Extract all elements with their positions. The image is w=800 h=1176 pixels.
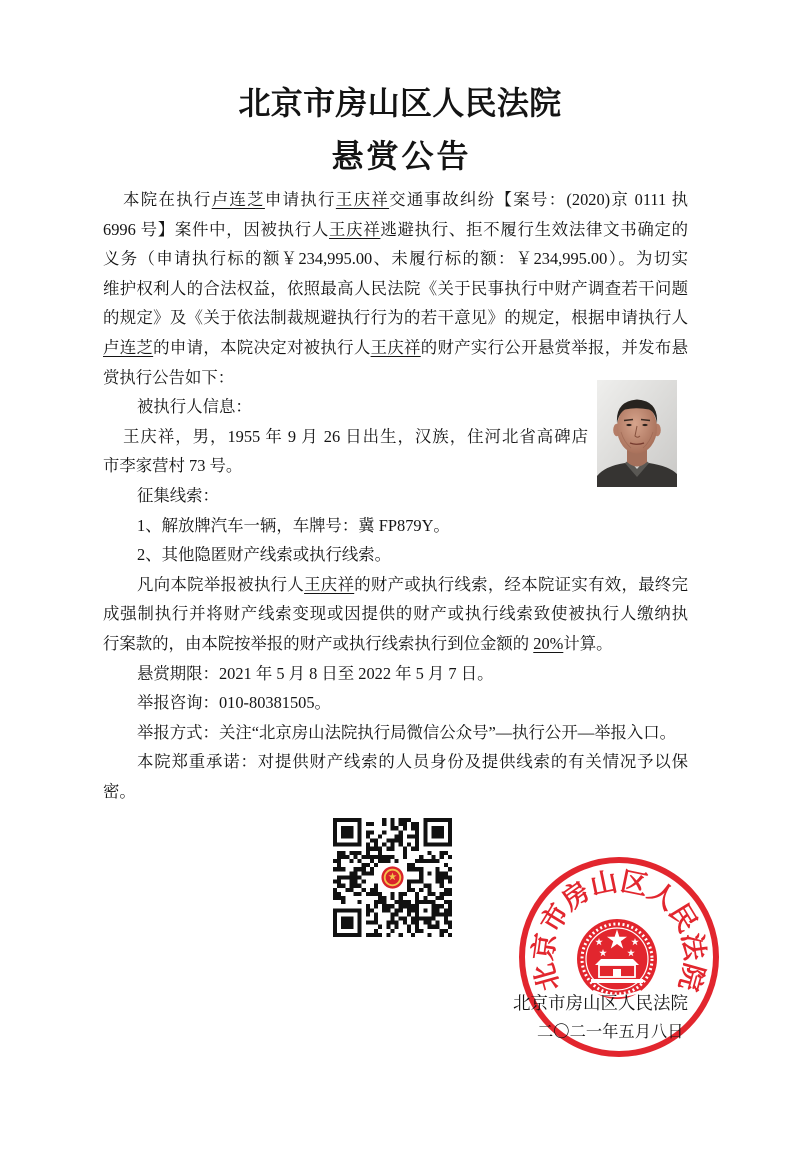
person-eyebrow — [624, 420, 633, 421]
text-segment: 2、其他隐匿财产线索或执行线索。 — [137, 545, 392, 565]
text-line — [103, 215, 688, 245]
text-line — [103, 333, 688, 363]
qr-center-emblem — [381, 866, 403, 888]
text-line — [103, 718, 688, 748]
text-segment: 申请执行 — [264, 190, 336, 209]
national-emblem-icon — [577, 919, 657, 999]
text-segment: 交通事故纠纷【案号：(2020)京 0111 执 — [389, 190, 689, 209]
underlined-text: 王庆祥 — [304, 574, 355, 594]
underlined-text: 王庆祥 — [329, 219, 381, 239]
text-segment: 1、解放牌汽车一辆，车牌号：冀 FP879Y。 — [137, 515, 450, 535]
emblem-gate-base — [591, 979, 643, 983]
text-segment: 维护权利人的合法权益，依照最高人民法院《关于民事执行中财产调查若干问题 — [103, 278, 688, 298]
text-line — [103, 303, 688, 333]
text-segment: 行案款的，由本院按举报的财产或执行线索执行到位金额的 — [103, 633, 534, 653]
qr-code-image — [333, 818, 452, 937]
text-line — [103, 777, 688, 807]
text-segment: 王庆祥，男，1955 年 9 月 26 日出生，汉族，住河北省高碑店 — [123, 426, 588, 446]
text-segment: 悬赏期限：2021 年 5 月 8 日至 2022 年 5 月 7 日。 — [137, 663, 494, 683]
text-segment: 赏执行公告如下： — [103, 367, 235, 387]
intro-paragraph — [103, 185, 688, 392]
text-line — [103, 540, 688, 570]
text-segment: 义务（申请执行标的额￥234,995.00、未履行标的额：￥234,995.00）。为切实 — [103, 249, 688, 269]
underlined-text: 卢连芝 — [211, 190, 265, 209]
text-line — [103, 274, 688, 304]
underlined-text: 20% — [533, 633, 564, 653]
text-line — [103, 244, 688, 274]
text-segment: 的规定》及《关于依法制裁规避执行行为的若干意见》的规定，根据申请执行人 — [103, 308, 688, 328]
signature-court-name: 北京市房山区人民法院 — [513, 993, 688, 1013]
underlined-text: 王庆祥 — [370, 337, 421, 357]
reward-rule-paragraph — [103, 570, 688, 659]
report-hotline — [103, 688, 688, 718]
text-line — [103, 659, 688, 689]
clue-item-1 — [103, 511, 688, 541]
notice-title: 悬赏公告 — [331, 138, 472, 174]
person-eye — [626, 424, 631, 426]
reward-period — [103, 659, 688, 689]
text-segment: 密。 — [103, 781, 136, 801]
text-line — [103, 747, 688, 777]
text-segment: 举报咨询：010-80381505。 — [137, 693, 331, 713]
text-segment: 的财产实行公开悬赏举报，并发布悬 — [420, 337, 689, 357]
emblem-gate-roof — [595, 959, 639, 965]
seal-lettering-path: 北京市房山区人民法院 — [527, 866, 711, 995]
text-segment: 的财产或执行线索，经本院证实有效，最终完 — [354, 574, 689, 594]
text-segment: 市李家营村 73 号。 — [103, 456, 243, 476]
text-segment: 的申请，本院决定对被执行人 — [153, 337, 371, 357]
text-segment: 6996 号】案件中，因被执行人 — [103, 219, 330, 239]
underlined-text: 王庆祥 — [335, 190, 390, 209]
text-segment: 举报方式：关注“北京房山法院执行局微信公众号”—执行公开—举报入口。 — [137, 722, 677, 742]
text-segment: 成强制执行并将财产线索变现或因提供的财产或执行线索致使被执行人缴纳执 — [103, 604, 688, 624]
person-info-paragraph — [103, 422, 588, 481]
person-eye — [642, 424, 647, 426]
text-segment: 计算。 — [563, 633, 613, 653]
text-line — [103, 451, 588, 481]
text-segment: 本院在执行 — [123, 190, 212, 209]
text-line — [103, 688, 688, 718]
text-segment: 逃避执行、拒不履行生效法律文书确定的 — [380, 219, 688, 239]
text-segment: 凡向本院举报被执行人 — [137, 574, 305, 594]
report-method — [103, 718, 688, 748]
text-line — [103, 599, 688, 629]
emblem-gate-door — [613, 969, 621, 977]
text-line — [103, 511, 688, 541]
clue-item-2 — [103, 540, 688, 570]
text-line — [103, 570, 688, 600]
text-line — [103, 422, 588, 452]
notice-body — [103, 185, 688, 806]
confidentiality-promise — [103, 747, 688, 806]
person-photo-image — [597, 380, 677, 487]
qr-code — [333, 818, 452, 937]
person-eyebrow — [641, 420, 650, 421]
text-segment: 被执行人信息： — [137, 397, 252, 417]
text-line — [103, 629, 688, 659]
text-segment: 本院郑重承诺：对提供财产线索的人员身份及提供线索的有关情况予以保 — [137, 752, 688, 772]
text-segment: 征集线索： — [137, 485, 219, 505]
underlined-text: 卢连芝 — [103, 337, 154, 357]
signature-date: 二〇二一年五月八日 — [537, 1022, 684, 1041]
text-line — [103, 185, 688, 215]
court-name-title: 北京市房山区人民法院 — [238, 85, 562, 121]
person-photo — [597, 380, 677, 487]
